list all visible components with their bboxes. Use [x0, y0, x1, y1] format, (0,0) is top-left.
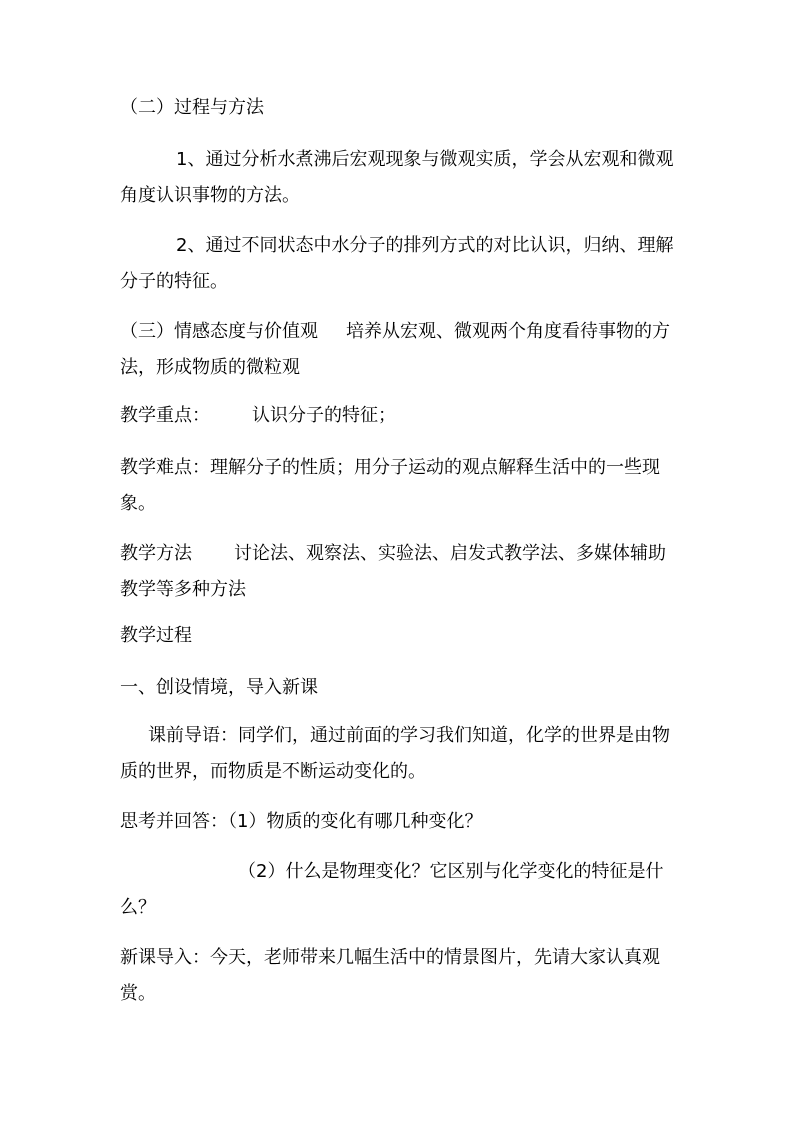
difficulty-paragraph	[120, 450, 676, 522]
process-item-1-text: 1、通过分析水煮沸后宏观现象与微观实质，学会从宏观和微观角度认识事物的方法。	[120, 149, 674, 206]
key-point-paragraph	[120, 400, 680, 432]
section-process-title-text: （二）过程与方法	[120, 97, 264, 118]
method-paragraph	[120, 536, 676, 608]
difficulty-text: 理解分子的性质；用分子运动的观点解释生活中的一些现象。	[120, 457, 660, 514]
emotion-label: （三）情感态度与价值观	[120, 321, 318, 342]
process-item-2-text: 2、通过不同状态中水分子的排列方式的对比认识，归纳、理解分子的特征。	[120, 235, 674, 292]
process-item-2	[120, 228, 676, 300]
step-1-heading-text: 一、创设情境，导入新课	[120, 677, 318, 698]
emotion-paragraph	[120, 314, 676, 386]
emotion-text: 培养从宏观、微观两个角度看待事物的方法，形成物质的微粒观	[120, 321, 670, 378]
teaching-process-heading	[120, 620, 680, 652]
question-1-text: （1）物质的变化有哪几种变化？	[228, 811, 483, 832]
think-question-2	[120, 854, 676, 926]
difficulty-label: 教学难点：	[120, 457, 210, 478]
key-point-label: 教学重点：	[120, 405, 210, 426]
intro-label: 课前导语：	[148, 725, 238, 746]
key-point-text: 认识分子的特征；	[252, 405, 396, 426]
intro-paragraph	[120, 718, 676, 790]
step-1-heading	[120, 672, 680, 704]
new-lesson-text: 今天，老师带来几幅生活中的情景图片，先请大家认真观赏。	[120, 947, 660, 1004]
question-2-text: （2）什么是物理变化？它区别与化学变化的特征是什么？	[120, 861, 664, 918]
think-label: 思考并回答：	[120, 811, 228, 832]
intro-text: 同学们，通过前面的学习我们知道，化学的世界是由物质的世界，而物质是不断运动变化的。	[120, 725, 670, 782]
new-lesson-paragraph	[120, 940, 676, 1012]
new-lesson-label: 新课导入：	[120, 947, 210, 968]
method-text: 讨论法、观察法、实验法、启发式教学法、多媒体辅助教学等多种方法	[120, 543, 666, 600]
method-label: 教学方法	[120, 543, 192, 564]
process-item-1	[120, 142, 676, 214]
section-process-title	[120, 92, 680, 124]
teaching-process-heading-text: 教学过程	[120, 625, 192, 646]
think-question-1	[120, 806, 680, 838]
